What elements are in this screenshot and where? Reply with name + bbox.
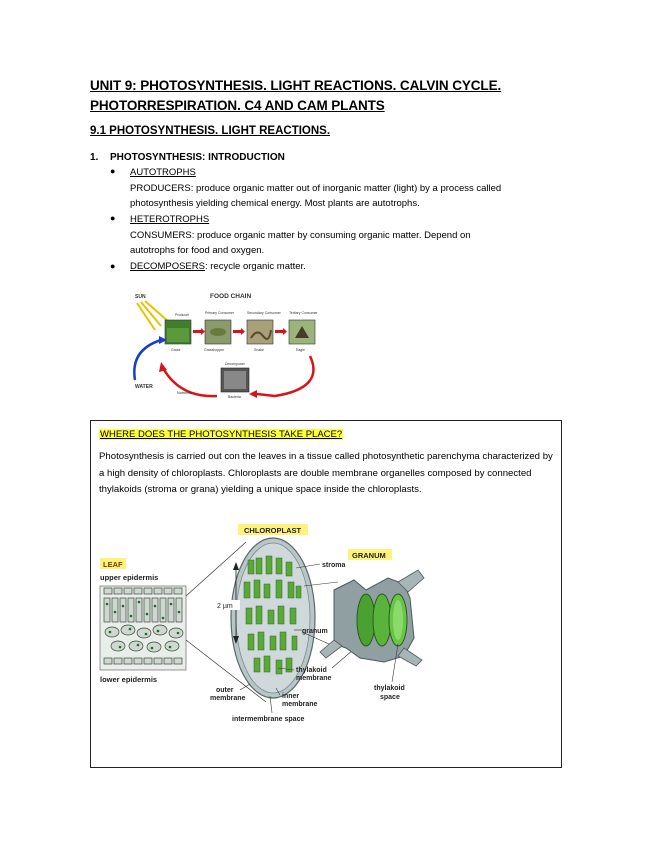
title-line-1: UNIT 9: PHOTOSYNTHESIS. LIGHT REACTIONS. CALVIN CYCLE. (90, 78, 502, 93)
outer-membrane-label-1: outer (216, 687, 234, 694)
inner-membrane-label-2: membrane (282, 701, 318, 708)
stroma-label: stroma (322, 562, 346, 569)
node-4-name: Eagle (296, 348, 305, 352)
section-heading: 9.1 PHOTOSYNTHESIS. LIGHT REACTIONS. (90, 125, 331, 137)
node-2-name: Grasshopper (204, 348, 225, 352)
nutrients-label: Nutrients (177, 391, 193, 395)
bullet-icon: ● (110, 261, 116, 271)
autotrophs-line-1: PRODUCERS: produce organic matter out of inorganic matter (light) by a process called (130, 182, 502, 194)
autotrophs-line-2: photosynthesis yielding chemical energy. Most plants are autotrophs. (130, 198, 420, 209)
chloroplast-diagram (98, 520, 518, 730)
heterotrophs-label: HETEROTROPHS (130, 214, 210, 225)
sun-label: SUN (135, 294, 146, 300)
intermembrane-space-label: intermembrane space (232, 716, 305, 723)
node-3-top: Secondary Consumer (247, 311, 281, 315)
upper-epidermis-label: upper epidermis (100, 573, 159, 582)
granum-label: granum (302, 628, 328, 635)
bullet-heterotrophs (130, 212, 530, 259)
chloroplast-title: CHLOROPLAST (244, 526, 302, 535)
subheading-text: PHOTOSYNTHESIS: INTRODUCTION (110, 152, 285, 163)
title-line-2: PHOTORRESPIRATION. C4 AND CAM PLANTS (90, 98, 385, 113)
decomposers-label: DECOMPOSERS (130, 261, 205, 272)
thylakoid-membrane-label-2: membrane (296, 675, 332, 682)
chloroplast-body (231, 538, 315, 698)
food-chain-node-1 (165, 313, 191, 352)
granum-title: GRANUM (352, 551, 386, 560)
node-3-name: Snake (254, 348, 264, 352)
sun-rays (137, 301, 169, 330)
thylakoid-space-label-1: thylakoid (374, 685, 405, 692)
granum-illustration (320, 570, 424, 666)
bullet-icon: ● (110, 213, 116, 223)
bullet-autotrophs (130, 165, 530, 212)
node-4-top: Tertiary Consumer (289, 311, 318, 315)
leaf-cross-section (100, 586, 186, 670)
heterotrophs-line-2: autotrophs for food and oxygen. (130, 245, 265, 256)
bullet-icon: ● (110, 166, 116, 176)
scale-label: 2 µm (217, 603, 233, 610)
leaf-title: LEAF (103, 560, 123, 569)
thylakoid-membrane-label-1: thylakoid (296, 667, 327, 674)
outer-membrane-label-2: membrane (210, 695, 246, 702)
food-chain-node-2 (204, 311, 235, 352)
thylakoid-space-label-2: space (380, 694, 400, 701)
bullet-decomposers (130, 259, 530, 275)
lower-epidermis-label: lower epidermis (100, 675, 158, 684)
food-chain-node-4 (289, 311, 318, 352)
box-paragraph: Photosynthesis is carried out con the leaves in a tissue called photosynthetic parenchyma characterized by a high density of chloroplasts. Chloroplasts are double membrane organelles composed by connected thylakoids (stroma or grana) yielding a unique space inside the chloroplasts. (99, 451, 553, 495)
autotrophs-label: AUTOTROPHS (130, 167, 196, 178)
node-1-name: Grass (171, 348, 181, 352)
node-2-top: Primary Consumer (205, 311, 235, 315)
bacteria-label: Bacteria (228, 395, 241, 399)
water-label: WATER (135, 384, 153, 390)
subheading-number: 1. (90, 152, 99, 163)
decomposer-node (221, 362, 249, 399)
decomposer-label: Decomposer (225, 362, 245, 366)
subheading (90, 152, 285, 163)
inner-membrane-label-1: inner (282, 693, 300, 700)
decomposers-text: : recycle organic matter. (204, 261, 306, 272)
food-chain-figure (125, 288, 330, 408)
heterotrophs-line-1: CONSUMERS: produce organic matter by consuming organic matter. Depend on (130, 229, 471, 241)
node-1-top: Producer (175, 313, 190, 317)
box-question: WHERE DOES THE PHOTOSYNTHESIS TAKE PLACE? (100, 429, 343, 440)
food-chain-title: FOOD CHAIN (210, 293, 252, 300)
